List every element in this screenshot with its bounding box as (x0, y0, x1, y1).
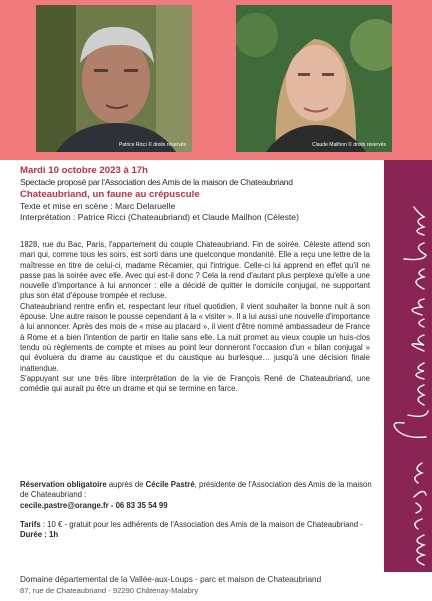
footer-venue: Domaine départemental de la Vallée-aux-Loups - parc et maison de Chateaubriand (20, 575, 322, 584)
reservation-text-1: auprès de (106, 480, 146, 489)
description-paragraph-3: S'appuyant sur une très libre interprétation de la vie de François René de Chateaubriand, une comédie qui aurait pu être un drame et qui se termine en farce. (20, 373, 370, 394)
duration-value: : 1h (42, 530, 59, 540)
pricing-info (20, 520, 372, 541)
event-organizer: Spectacle proposé par l'Association des Amis de la maison de Chateaubriand (20, 177, 293, 187)
description-paragraph-1: 1828, rue du Bac, Paris, l'appartement du couple Chateaubriand. Fin de soirée. Céleste attend son mari qui, comme tous les soirs, est sorti dans une quelconque mondanité. Elle a reçu une lettre de la maîtresse en titre de celui-ci, madame Récamier, qui l'intrigue. Celle-ci lui apprend en effet qu'il ne passe pas la soirée avec elle. Avec qui est-il donc ? Cela la rend d'autant plus perplexe qu'elle a une nouvelle d'importance à lui annoncer : elle a décidé de quitter le domicile conjugal, ne supportant plus son état d'épouse trompée et recluse. (20, 240, 370, 301)
event-cast: Interprétation : Patrice Ricci (Chateaubriand) et Claude Mailhon (Céleste) (20, 212, 299, 222)
reservation-phone: - 06 83 35 54 99 (108, 500, 168, 510)
reservation-text-2: , présidente de l'Association des Amis de la maison de Chateaubriand : (20, 480, 372, 500)
event-header (20, 165, 376, 224)
portrait-claude-mailhon (236, 5, 392, 152)
description-paragraph-2: Chateaubriand rentre enfin et, respectant leur rituel quotidien, il vient souhaiter la bonne nuit à son épouse. Une autre raison le pousse cependant à la « visiter ». Il a lui aussi une nouvelle d'importance à lui annoncer. Après des mois de « mise au placard », il vient d'être nommé ambassadeur de France à Rome et a bien l'intention de partir en Italie sans elle. La nuit promet au vieux couple un huis-clos tendu où règlements de compte et mises au point leur donneront l'occasion d'un « bilan conjugal » qui évoluera du drame au caustique et du caustique au burlesque… jusqu'à une décision finale inattendue. (20, 301, 370, 373)
footer-address: 87, rue de Chateaubriand - 92290 Châtenay-Malabry (20, 586, 199, 595)
reservation-info (20, 480, 372, 511)
photo-band (0, 0, 432, 160)
handwritten-signature (384, 160, 432, 572)
portrait-patrice-ricci (36, 5, 192, 152)
event-title: Chateaubriand, un faune au crépuscule (20, 188, 200, 200)
duration-label: Durée (20, 530, 43, 540)
footer (0, 572, 432, 601)
sidebar-band (384, 160, 432, 572)
event-description (20, 240, 370, 394)
tarifs-text: : 10 € - gratuit pour les adhérents de l'Association des Amis de la maison de Chateaubriand - (40, 520, 363, 529)
reservation-contact-name: Cécile Pastré (145, 480, 195, 489)
tarifs-label: Tarifs (20, 520, 41, 529)
photo-caption-right: Claude Mailhon © droits réservés (312, 142, 386, 148)
photo-caption-left: Patrice Ricci © droits réservés (118, 142, 186, 148)
reservation-email[interactable]: cecile.pastre@orange.fr (20, 500, 109, 510)
reservation-label: Réservation obligatoire (20, 480, 107, 489)
event-author: Texte et mise en scène : Marc Delaruelle (20, 200, 176, 211)
event-date: Mardi 10 octobre 2023 à 17h (20, 165, 148, 176)
